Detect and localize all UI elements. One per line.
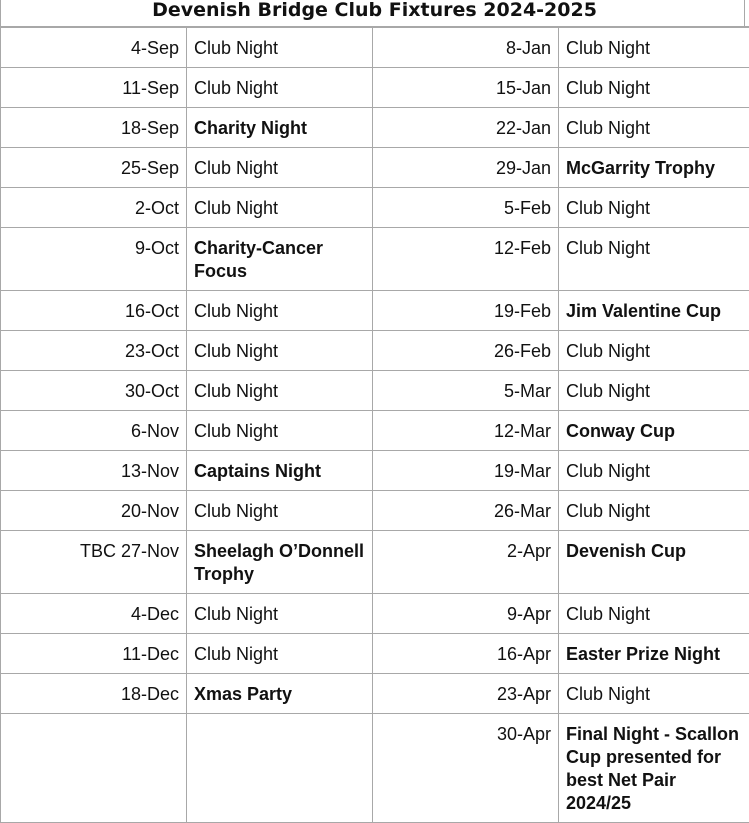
- fixture-date: 5-Mar: [373, 371, 559, 411]
- fixture-date: 25-Sep: [1, 148, 187, 188]
- fixture-date: 4-Dec: [1, 594, 187, 634]
- fixture-event: Club Night: [559, 108, 749, 148]
- fixture-event: McGarrity Trophy: [559, 148, 749, 188]
- fixture-date: 11-Sep: [1, 68, 187, 108]
- fixture-event: Xmas Party: [187, 674, 373, 714]
- fixture-date: TBC 27-Nov: [1, 531, 187, 594]
- fixture-date: 23-Apr: [373, 674, 559, 714]
- fixture-event: Club Night: [187, 148, 373, 188]
- fixture-date: 16-Apr: [373, 634, 559, 674]
- fixture-date: 13-Nov: [1, 451, 187, 491]
- table-row: [1, 531, 749, 594]
- fixtures-table: [0, 27, 749, 823]
- fixture-event: Club Night: [187, 634, 373, 674]
- table-row: [1, 371, 749, 411]
- fixture-date: 4-Sep: [1, 28, 187, 68]
- fixture-date: 19-Mar: [373, 451, 559, 491]
- fixture-event: Club Night: [559, 371, 749, 411]
- fixture-event: Easter Prize Night: [559, 634, 749, 674]
- fixture-event: Club Night: [187, 331, 373, 371]
- fixture-event: Devenish Cup: [559, 531, 749, 594]
- fixture-date: 16-Oct: [1, 291, 187, 331]
- table-row: [1, 634, 749, 674]
- fixture-event: Club Night: [187, 491, 373, 531]
- fixture-date: 8-Jan: [373, 28, 559, 68]
- fixture-date: 2-Oct: [1, 188, 187, 228]
- fixture-date: 12-Feb: [373, 228, 559, 291]
- table-row: [1, 188, 749, 228]
- fixture-event: Club Night: [187, 188, 373, 228]
- fixture-event: Final Night - Scallon Cup presented for best Net Pair 2024/25: [559, 714, 749, 823]
- fixture-event: Club Night: [187, 594, 373, 634]
- fixture-event: Club Night: [559, 491, 749, 531]
- fixture-event: Club Night: [187, 28, 373, 68]
- table-row: [1, 68, 749, 108]
- fixture-date: 23-Oct: [1, 331, 187, 371]
- fixture-event: Club Night: [187, 371, 373, 411]
- fixture-date: 2-Apr: [373, 531, 559, 594]
- fixture-date: 22-Jan: [373, 108, 559, 148]
- table-row: [1, 594, 749, 634]
- fixture-event: Conway Cup: [559, 411, 749, 451]
- fixture-event: Club Night: [559, 674, 749, 714]
- fixture-date: 9-Oct: [1, 228, 187, 291]
- table-row: [1, 291, 749, 331]
- fixture-date: [1, 714, 187, 823]
- fixture-date: 20-Nov: [1, 491, 187, 531]
- fixture-date: 9-Apr: [373, 594, 559, 634]
- fixture-event: Club Night: [187, 291, 373, 331]
- fixture-event: Club Night: [559, 451, 749, 491]
- fixture-date: 15-Jan: [373, 68, 559, 108]
- fixture-event: Club Night: [559, 594, 749, 634]
- fixture-date: 19-Feb: [373, 291, 559, 331]
- fixture-event: Sheelagh O’Donnell Trophy: [187, 531, 373, 594]
- fixture-date: 30-Apr: [373, 714, 559, 823]
- fixture-date: 26-Mar: [373, 491, 559, 531]
- fixture-event: Charity-Cancer Focus: [187, 228, 373, 291]
- fixture-date: 6-Nov: [1, 411, 187, 451]
- fixture-event: Club Night: [559, 188, 749, 228]
- table-row: [1, 28, 749, 68]
- fixture-event: Club Night: [559, 228, 749, 291]
- table-row: [1, 148, 749, 188]
- page-title: Devenish Bridge Club Fixtures 2024-2025: [0, 0, 749, 22]
- fixture-date: 29-Jan: [373, 148, 559, 188]
- fixture-date: 26-Feb: [373, 331, 559, 371]
- fixture-date: 18-Sep: [1, 108, 187, 148]
- fixture-event: Charity Night: [187, 108, 373, 148]
- table-row: [1, 108, 749, 148]
- fixture-event: Club Night: [187, 68, 373, 108]
- fixture-event: Club Night: [559, 28, 749, 68]
- fixture-date: 18-Dec: [1, 674, 187, 714]
- table-row: [1, 228, 749, 291]
- fixture-event: Club Night: [559, 331, 749, 371]
- fixture-event: Club Night: [559, 68, 749, 108]
- fixture-event: Jim Valentine Cup: [559, 291, 749, 331]
- fixture-date: 11-Dec: [1, 634, 187, 674]
- fixture-event: Club Night: [187, 411, 373, 451]
- fixtures-table-body: [1, 28, 749, 823]
- table-row: [1, 714, 749, 823]
- fixture-event: [187, 714, 373, 823]
- fixture-date: 30-Oct: [1, 371, 187, 411]
- table-row: [1, 674, 749, 714]
- fixture-date: 5-Feb: [373, 188, 559, 228]
- table-row: [1, 491, 749, 531]
- fixture-event: Captains Night: [187, 451, 373, 491]
- table-row: [1, 451, 749, 491]
- table-row: [1, 331, 749, 371]
- table-row: [1, 411, 749, 451]
- fixture-date: 12-Mar: [373, 411, 559, 451]
